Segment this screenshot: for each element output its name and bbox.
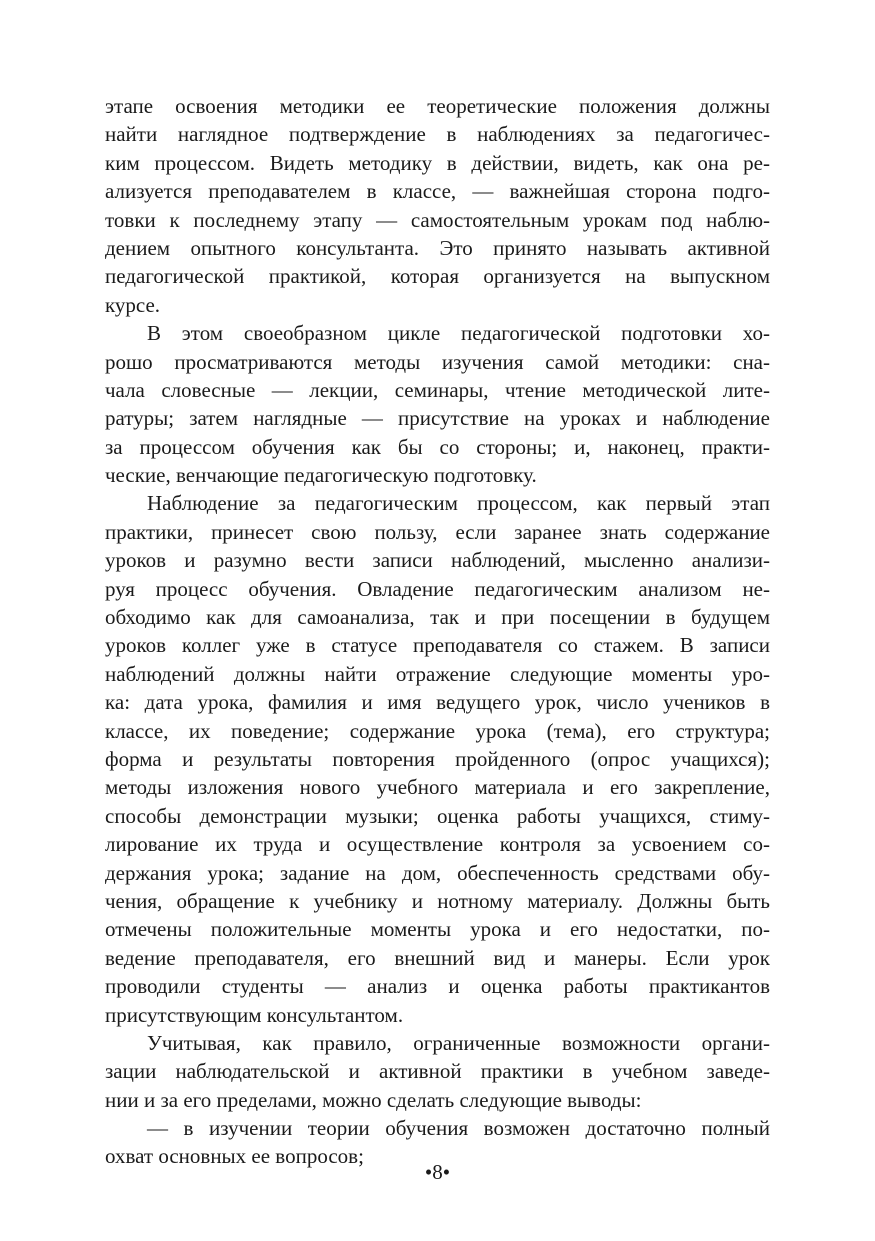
text-line: чала словесные — лекции, семинары, чтение методической лите- [105,377,770,402]
paragraph [105,489,770,1028]
text-line: товки к последнему этапу — самостоятельным урокам под наблю- [105,207,770,232]
text-line: педагогической практикой, которая организуется на выпускном [105,264,770,289]
text-line: за процессом обучения как бы со стороны; и, наконец, практи- [105,434,770,459]
text-line: методы изложения нового учебного материала и его закрепление, [105,775,770,800]
text-line: дением опытного консультанта. Это принято называть активной [105,235,770,260]
text-line: ратуры; затем наглядные — присутствие на уроках и наблюдение [105,406,770,431]
page-number: •8• [424,1160,451,1184]
text-line: Учитывая, как правило, ограниченные возможности органи- [147,1030,770,1055]
text-line: уроков и разумно вести записи наблюдений, мысленно анализи- [105,548,770,573]
text-line: ческие, венчающие педагогическую подготовку. [105,463,537,488]
text-line: классе, их поведение; содержание урока (тема), его структура; [105,718,770,743]
text-line: Наблюдение за педагогическим процессом, как первый этап [147,491,770,516]
text-line: — в изучении теории обучения возможен достаточно полный [147,1116,770,1141]
text-line: обходимо как для самоанализа, так и при посещении в будущем [105,605,770,630]
text-line: лирование их труда и осуществление контроля за усвоением со- [105,832,770,857]
paragraph [105,319,770,489]
text-line: отмечены положительные моменты урока и его недостатки, по- [105,917,770,942]
text-line: форма и результаты повторения пройденного (опрос учащихся); [105,746,770,771]
text-line: способы демонстрации музыки; оценка работы учащихся, стиму- [105,803,770,828]
text-line: курсе. [105,292,161,317]
text-line: наблюдений должны найти отражение следующие моменты уро- [105,661,770,686]
text-line: ким процессом. Видеть методику в действии, видеть, как она ре- [105,150,770,175]
text-line: уроков коллег уже в статусе преподавателя со стажем. В записи [105,633,770,658]
text-line: зации наблюдательской и активной практики в учебном заведе- [105,1059,770,1084]
text-line: практики, принесет свою пользу, если заранее знать содержание [105,519,770,544]
paragraph [105,1029,770,1114]
text-line: руя процесс обучения. Овладение педагогическим анализом не- [105,576,770,601]
text-line: держания урока; задание на дом, обеспеченность средствами обу- [105,860,770,885]
text-line: найти наглядное подтверждение в наблюдениях за педагогичес- [105,122,770,147]
text-line: В этом своеобразном цикле педагогической подготовки хо- [147,321,770,346]
text-line: нии и за его пределами, можно сделать следующие выводы: [105,1087,642,1112]
text-line: ализуется преподавателем в классе, — важнейшая сторона подго- [105,179,770,204]
text-line: чения, обращение к учебнику и нотному материалу. Должны быть [105,888,770,913]
paragraph [105,92,770,319]
body-text [105,92,770,1171]
text-line: присутствующим консультантом. [105,1002,404,1027]
text-line: ведение преподавателя, его внешний вид и манеры. Если урок [105,945,770,970]
text-line: этапе освоения методики ее теоретические положения должны [105,94,770,118]
text-line: проводили студенты — анализ и оценка работы практикантов [105,974,770,999]
text-line: охват основных ее вопросов; [105,1144,364,1169]
text-line: рошо просматриваются методы изучения самой методики: сна- [105,349,770,374]
text-line: ка: дата урока, фамилия и имя ведущего урок, число учеников в [105,690,770,715]
